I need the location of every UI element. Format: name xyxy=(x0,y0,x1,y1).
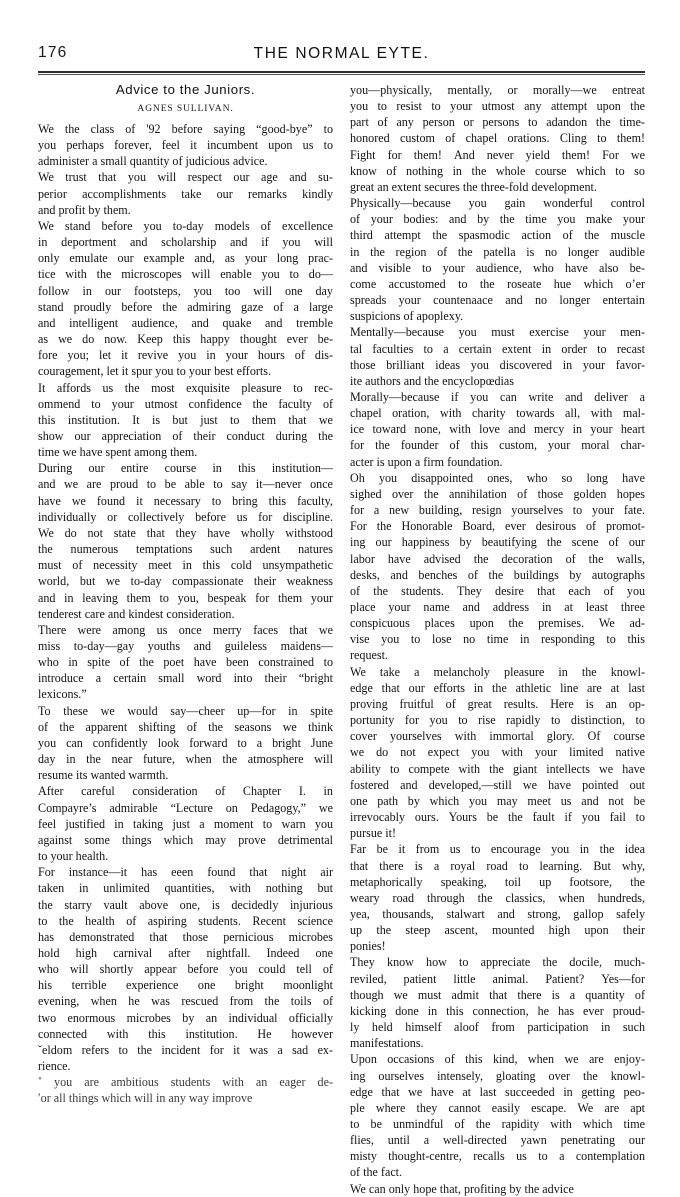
text-line: one path by which you may meet us and not be xyxy=(350,793,646,808)
text-line: you can confidently look forward to a bright June xyxy=(38,735,334,750)
text-line: We stand before you to-day models of excellence xyxy=(38,218,333,233)
text-line: tice with the microscopes will enable you to do— xyxy=(38,267,333,282)
text-line: of the students. They desire that each of you xyxy=(350,583,646,598)
text-line: kicking done in this connection, he has ever proud- xyxy=(350,1003,646,1018)
text-line: for a new building, resign yourselves to your fate. xyxy=(350,503,646,518)
text-line: During our entire course in this institution— xyxy=(38,461,333,476)
text-line: ing our happiness by beautifying the scene of our xyxy=(350,535,645,550)
text-line: For the Honorable Board, ever desirous of promot- xyxy=(350,519,645,534)
text-line: suspicions of apoplexy. xyxy=(350,309,464,324)
text-line: proving fruitful of great results. Here is an op- xyxy=(350,696,645,711)
text-line: who will shortly appear before you could tell of xyxy=(38,962,333,977)
paragraph xyxy=(38,622,333,703)
text-line: world, but we to-day compassionate their weakness xyxy=(38,574,334,589)
text-line: miss to-day—gay youths and guileless maidens— xyxy=(38,639,333,653)
paragraph xyxy=(350,195,645,324)
text-line: resume its wanted warmth. xyxy=(38,768,169,783)
text-line: portunity for you to rise rapidly to distinction, to xyxy=(350,713,645,728)
text-line: pursue it! xyxy=(350,826,397,841)
text-line: his terrible experience one bright moonlight xyxy=(38,978,334,993)
text-line: spreads your countenaace and no longer entertain xyxy=(350,293,645,308)
text-line: taken in unlimited quantities, with nothing but xyxy=(38,881,333,896)
paragraph xyxy=(38,703,333,784)
text-line: day in the near future, when the atmosphere will xyxy=(38,752,333,767)
text-line: We take a melancholy pleasure in the knowl- xyxy=(350,664,645,679)
paragraph xyxy=(350,324,645,389)
text-line: come accustomed to the roseate hue which o’er xyxy=(350,276,645,291)
text-line: honored custom of chapel orations. Cling to them! xyxy=(350,131,646,146)
text-line: feel justified in taking just a moment to warn you xyxy=(38,816,334,831)
header-rule-thin xyxy=(38,74,645,75)
text-line: They know how to appreciate the docile, much- xyxy=(350,955,646,970)
text-line: up the steep ascent, mounted high upon their xyxy=(350,923,646,938)
text-line: place your name and address in at least three xyxy=(350,600,646,614)
text-line: in deportment and scholarship and if you will xyxy=(38,235,334,250)
text-line: edge that our efforts in the athletic line are at last xyxy=(350,680,645,695)
text-line: We trust that you will respect our age and su- xyxy=(38,170,333,185)
text-line: against some things which may prove detrimental xyxy=(38,832,333,847)
text-line: individually or collectively before us for discipline. xyxy=(38,509,333,524)
text-line: and profit by them. xyxy=(38,202,131,217)
text-line: of the fact. xyxy=(350,1165,403,1180)
text-line: cover yourselves with immortal glory. Of course xyxy=(350,729,646,744)
paragraph xyxy=(38,380,333,461)
text-line: ite authors and the encyclopœdias xyxy=(350,373,514,388)
text-line: this institution. It is but just to them that we xyxy=(38,412,333,427)
text-line: ple where they cannot easily escape. We are apt xyxy=(350,1100,645,1115)
paragraph xyxy=(38,218,333,380)
text-line: who in spite of the poet have been constrained to xyxy=(38,655,333,670)
text-line: Compayre’s admirable “Lecture on Pedagogy,” we xyxy=(38,800,333,815)
text-line: fostered and developed,—still we have pointed out xyxy=(350,777,646,792)
text-line: weary road through the classics, when hundreds, xyxy=(350,890,645,905)
text-line: metaphorically speaking, toil up footsore, the xyxy=(350,874,646,889)
paragraph xyxy=(350,841,645,954)
text-line: the numerous temptations such ardent natures xyxy=(38,542,333,557)
text-line: lexicons.” xyxy=(38,687,87,702)
text-line: ʹor all things which will in any way improve xyxy=(38,1091,253,1106)
paragraph xyxy=(38,460,333,622)
text-line: and intelligent audience, and quake and tremble xyxy=(38,315,334,330)
text-line: connected with this institution. He however xyxy=(38,1026,333,1041)
text-line: It affords us the most exquisite pleasure to rec- xyxy=(38,380,333,395)
text-line: must of necessity meet in this cold unsympathetic xyxy=(38,558,333,573)
paragraph xyxy=(38,864,333,1074)
text-line: Morally—because if you can write and deliver a xyxy=(350,389,645,404)
text-line: ponies! xyxy=(350,939,386,954)
text-line: and visible to your audience, who have also be- xyxy=(350,260,646,275)
text-line: for the founder of this custom, your moral char- xyxy=(350,438,646,453)
two-column-body xyxy=(38,82,646,1196)
text-line: great an extent secures the three-fold development. xyxy=(350,179,597,194)
text-line: ˘eldom refers to the incident for it was a sad ex- xyxy=(38,1042,334,1057)
text-line: the starry vault above one, is decidedly injurious xyxy=(38,897,333,912)
text-line: though we must admit that there is a quantity of xyxy=(350,987,645,1002)
text-line: only emulate our example and, as your long prac- xyxy=(38,251,333,266)
text-line: vise you to lose no time in responding to this xyxy=(350,632,645,647)
text-line: Upon occasions of this kind, when we are enjoy- xyxy=(350,1052,645,1067)
text-line: flies, until a well-directed yawn penetrating our xyxy=(350,1133,646,1148)
text-line: To these we would say—cheer up—for in spite xyxy=(38,703,334,718)
paragraph xyxy=(350,82,645,195)
text-line: we do not expect you with your limited native xyxy=(350,745,646,760)
text-line: you perhaps forever, feel it incumbent upon us to xyxy=(38,138,334,153)
page-number: 176 xyxy=(38,44,68,61)
article-byline: AGNES SULLIVAN. xyxy=(137,103,234,114)
left-column xyxy=(38,82,333,1107)
text-line: labor have advised the decoration of the walls, xyxy=(350,551,646,566)
text-line: edge that we have at last succeeded in getting peo- xyxy=(350,1084,646,1099)
right-column-text xyxy=(350,82,645,1197)
text-line: stand proudly before the admiring gaze of a large xyxy=(38,299,333,314)
text-line: and we are proud to be able to say it—never once xyxy=(38,477,333,492)
text-line: of the apparent shifting of the seasons we think xyxy=(38,719,334,734)
text-line: ly held himself aloof from participation in such xyxy=(350,1020,646,1035)
paragraph xyxy=(350,389,645,470)
text-line: Mentally—because you must exercise your men- xyxy=(350,325,646,340)
text-line: as we do now. Keep this happy thought ever be- xyxy=(38,332,334,347)
text-line: misty thought-centre, recalls us to a contemplation xyxy=(350,1149,645,1164)
text-line: tal faculties to a certain extent in order to recast xyxy=(350,341,646,356)
text-line: couragement, let it spur you to your best efforts. xyxy=(38,364,271,379)
text-line: you to resist to your utmost any attempt upon the xyxy=(350,99,645,114)
text-line: conspicuous places upon the premises. We ad- xyxy=(350,616,645,631)
paragraph xyxy=(350,1181,645,1197)
text-line: Oh you disappointed ones, who so long have xyxy=(350,470,645,485)
text-line: We the class of '92 before saying “good-bye” to xyxy=(38,122,334,136)
text-line: yea, thousands, stalwart and strong, gallop safely xyxy=(350,906,646,921)
text-line: Physically—because you gain wonderful control xyxy=(350,196,645,211)
paragraph xyxy=(350,954,645,1051)
text-line: irrevocably ours. Yours be the fault if you fail to xyxy=(350,810,646,825)
text-line: you—physically, mentally, or morally—we entreat xyxy=(350,83,645,97)
text-line: hold high carnival after nightfall. Indeed one xyxy=(38,945,333,960)
paragraph xyxy=(350,1051,645,1180)
text-line: For instance—it has eeen found that night air xyxy=(38,865,333,880)
right-column xyxy=(350,82,645,1197)
text-line: manifestations. xyxy=(350,1036,424,1051)
text-line: perior accomplishments take our remarks kindly xyxy=(38,186,334,201)
text-line: After careful consideration of Chapter I. in xyxy=(38,784,333,799)
text-line: There were among us once merry faces that we xyxy=(38,622,333,637)
text-line: show our appreciation of their conduct during the xyxy=(38,428,334,443)
text-line: third attempt the spasmodic action of the muscle xyxy=(350,228,646,243)
text-line: time we have spent among them. xyxy=(38,445,198,460)
text-line: request. xyxy=(350,648,388,663)
text-line: rience. xyxy=(38,1059,71,1074)
text-line: follow in our footsteps, you too will one day xyxy=(38,283,333,298)
article-title: Advice to the Juniors. xyxy=(115,82,256,97)
left-column-text xyxy=(38,121,333,1107)
text-line: acter is upon a firm foundation. xyxy=(350,454,503,469)
text-line: sighed over the annihilation of those golden hopes xyxy=(350,486,646,501)
text-line: reviled, patient little animal. Patient? Yes—for xyxy=(350,971,646,986)
text-line: evening, when he was rescued from the toils of xyxy=(38,994,334,1009)
paragraph xyxy=(38,169,333,217)
text-line: two enormous microbes by an individual officially xyxy=(38,1010,334,1025)
text-line: tenderest care and kindest consideration. xyxy=(38,606,235,621)
text-line: to be unmindful of the rapidity with which time xyxy=(350,1117,646,1131)
publication-title: THE NORMAL EYTE. xyxy=(253,45,430,62)
paragraph xyxy=(38,121,333,169)
text-line: has demonstrated that those pernicious microbes xyxy=(38,929,333,944)
text-line: those brilliant ideas you discovered in your favor- xyxy=(350,357,646,372)
text-line: that there is a royal road to learning. But why, xyxy=(350,858,646,873)
text-line: We do not state that they have wholly withstood xyxy=(38,525,333,540)
text-line: Far be it from us to encourage you in the idea xyxy=(350,842,646,857)
running-head xyxy=(38,44,645,70)
paragraph xyxy=(350,470,645,664)
paragraph xyxy=(350,664,645,842)
paragraph xyxy=(38,1074,333,1106)
text-line: part of any person or persons to adandon the time- xyxy=(350,115,645,130)
text-line: desks, and benches of the buildings by autographs xyxy=(350,567,645,582)
text-line: to your health. xyxy=(38,849,109,864)
header-rule-thick xyxy=(38,71,645,73)
text-line: We can only hope that, profiting by the advice xyxy=(350,1181,574,1196)
text-line: fore you; let it revive you in your hours of dis- xyxy=(38,348,334,363)
paragraph xyxy=(38,783,333,864)
text-line: ice toward none, with love and mercy in your heart xyxy=(350,422,645,437)
text-line: ˚ you are ambitious students with an eager de- xyxy=(38,1075,333,1090)
text-line: to the health of aspiring students. Recent science xyxy=(38,913,334,928)
text-line: in the region of the patella is no longer audible xyxy=(350,244,645,259)
text-line: have we found it necessary to bring this faculty, xyxy=(38,493,333,508)
text-line: administer a small quantity of judicious advice. xyxy=(38,154,268,169)
text-line: Fight for them! And never yield them! For we xyxy=(350,147,646,162)
text-line: know of nothing in the whole course which to so xyxy=(350,163,645,178)
text-line: ability to compete with the giant intellects we have xyxy=(350,761,646,776)
text-line: of your bodies: and by the time you make your xyxy=(350,212,646,227)
text-line: chapel oration, with charity towards all, with mal- xyxy=(350,406,645,421)
text-line: introduce a certain small word into their “bright xyxy=(38,671,334,686)
header-rule xyxy=(38,71,645,75)
text-line: and in leaving them to you, bespeak for them your xyxy=(38,590,334,605)
text-line: ommend to your utmost confidence the faculty of xyxy=(38,396,334,411)
text-line: ing ourselves intensely, gloating over the knowl- xyxy=(350,1068,645,1083)
